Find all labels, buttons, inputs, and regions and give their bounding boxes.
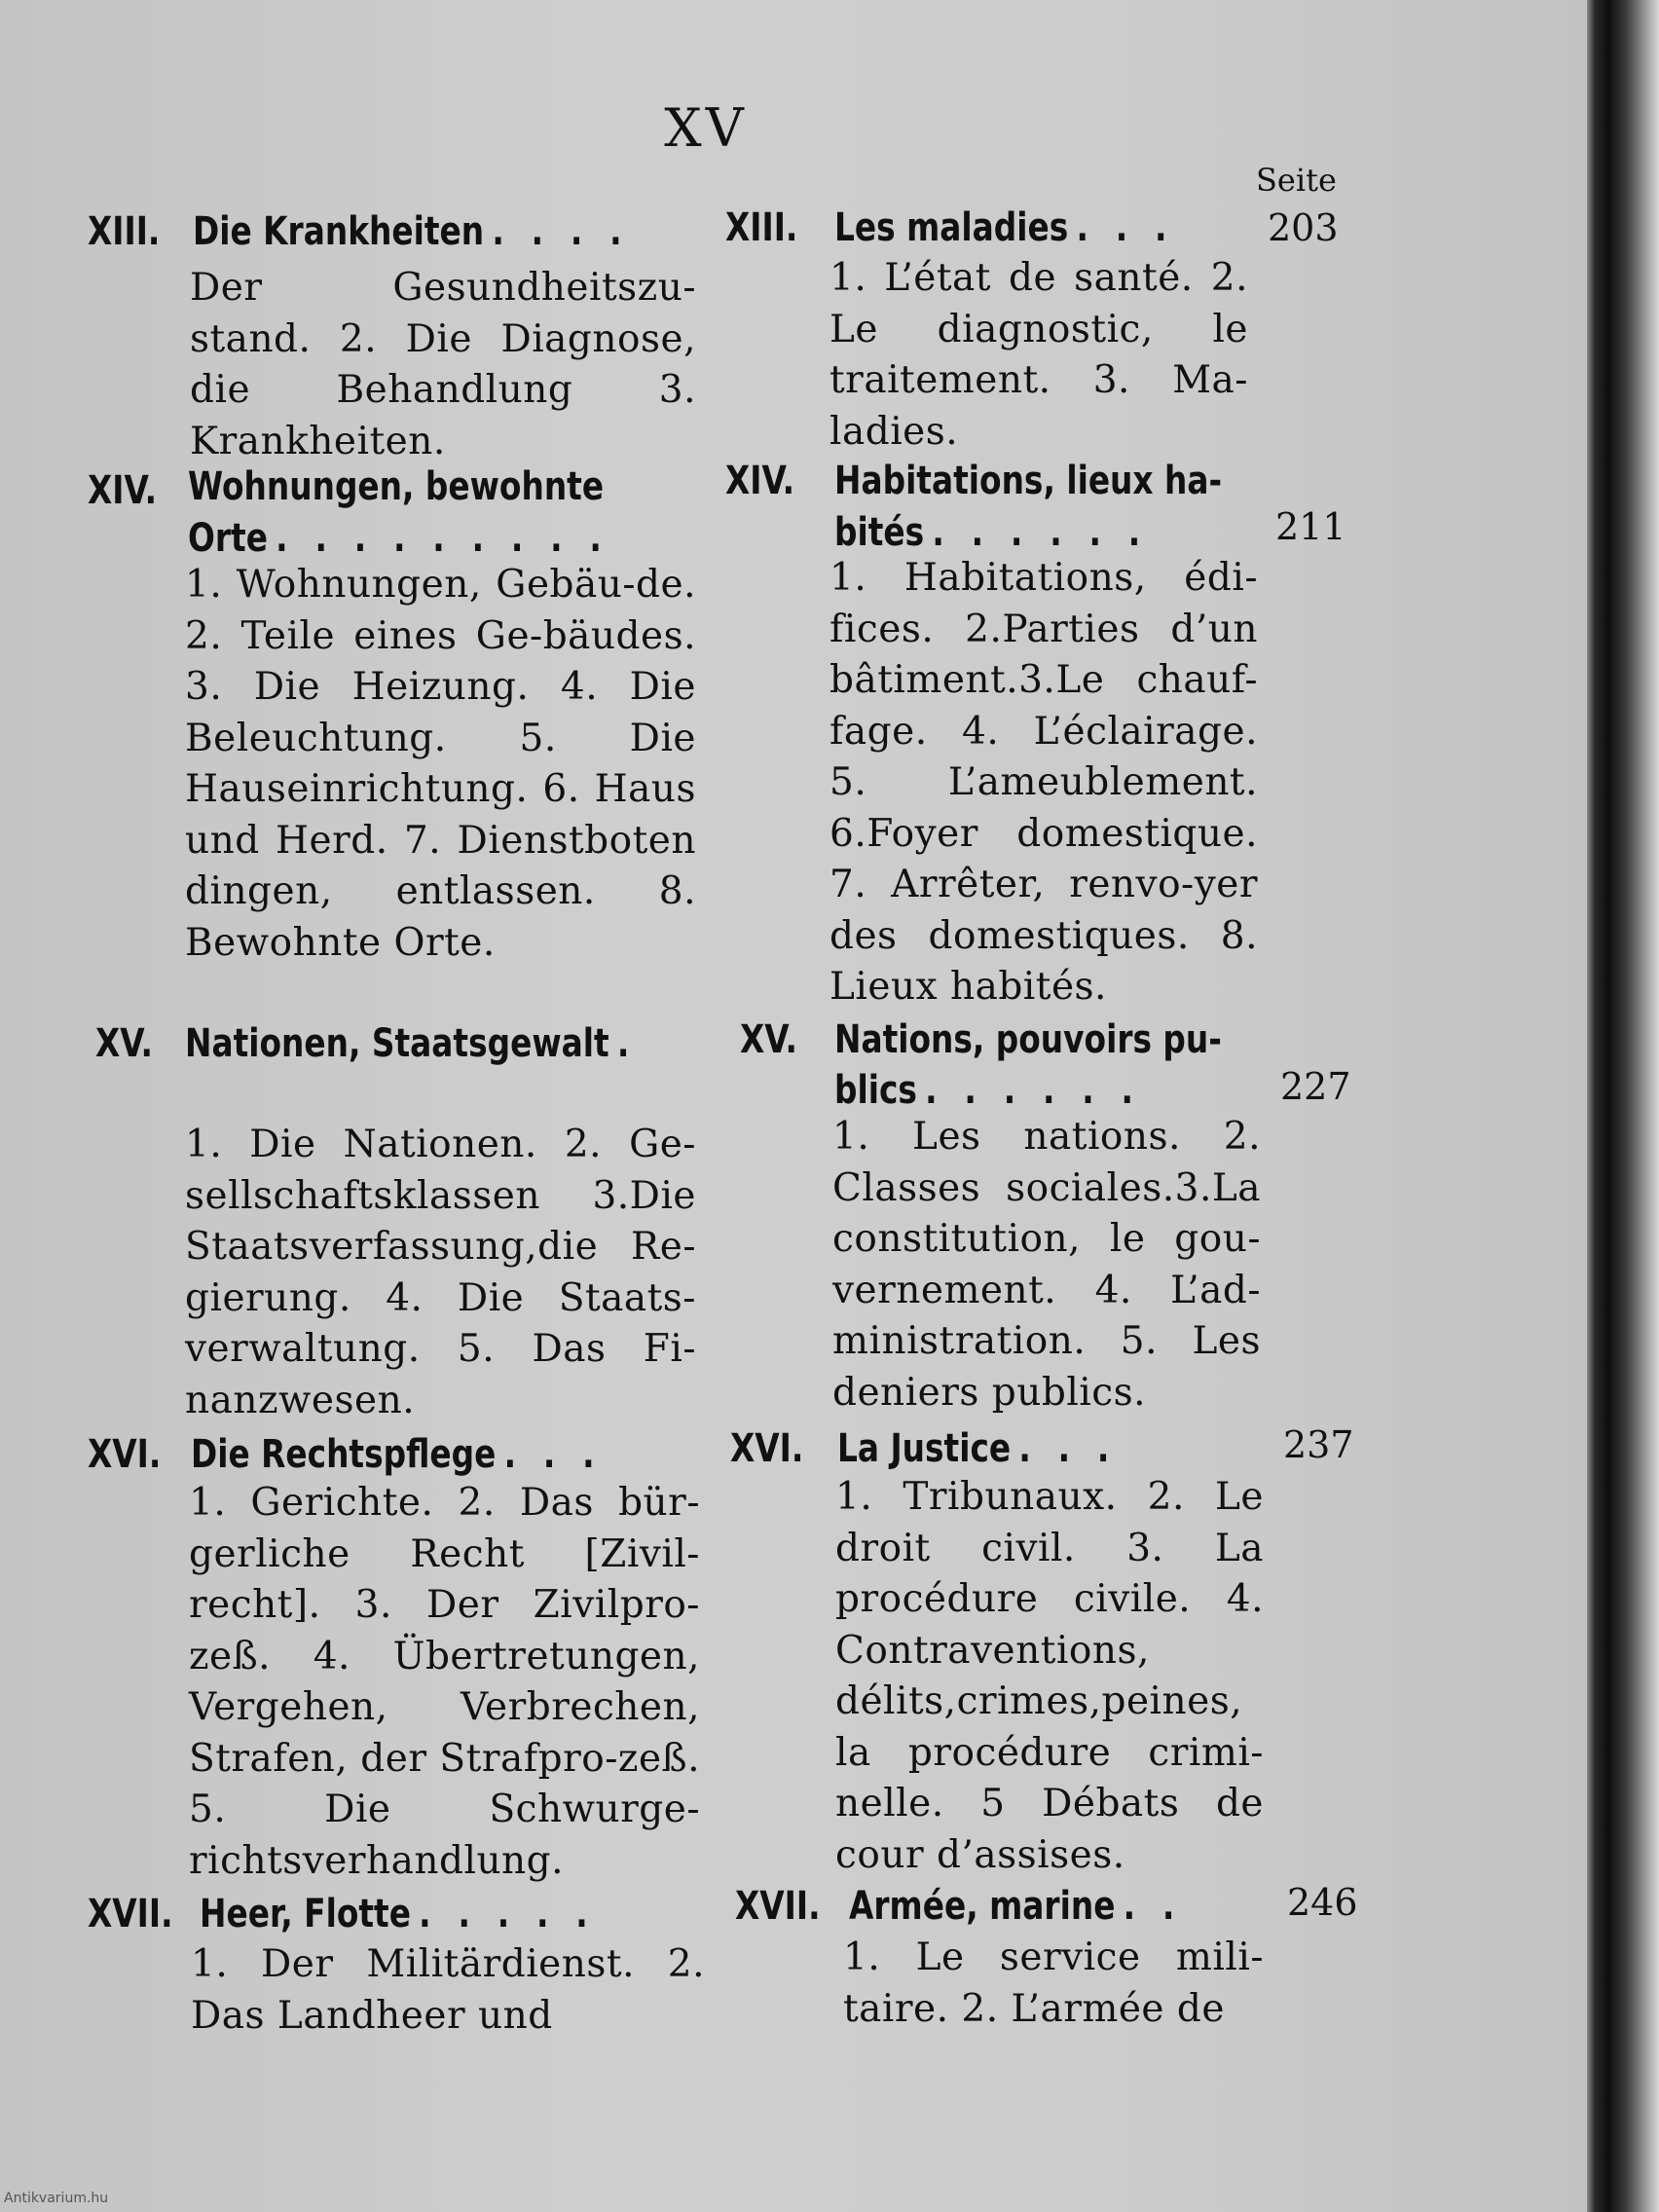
watermark: Antikvarium.hu [4,2191,109,2206]
page-reference: 246 [1287,1881,1358,1924]
section-title-de [185,1018,638,1069]
title-text: Orte [188,516,268,561]
section-body-de: 1. Der Militärdienst. 2. Das Landheer und [191,1942,705,2038]
dot-leader: . . . [1076,205,1175,250]
section-body-de: 1. Gerichte. 2. Das bür-gerliche Recht [Zivil-recht]. 3. Der Zivilpro-zeß. 4. Übertretungen, Vergehen, Verbrechen, Strafen, der Strafpro-zeß. 5. Die Schwurge-richtsverhandlung. [189,1481,700,1883]
section-body-fr: 1. Le service mili-taire. 2. L’armée de [843,1936,1264,2031]
dot-leader: . [616,1021,638,1066]
section-numeral-de: XV. [95,1021,153,1066]
section-body-de: Der Gesundheitszu-stand. 2. Die Diagnose, die Behandlung 3. Krankheiten. [190,266,696,463]
dot-leader: . . . [1018,1426,1118,1471]
section-numeral-de: XVII. [88,1892,173,1936]
title-text: Die Krankheiten [193,209,485,254]
section-numeral-fr: XIV. [725,459,795,503]
section-title-fr-cont [834,1065,1198,1116]
page-reference: 203 [1268,206,1339,249]
section-title-fr: Habitations, lieux ha- [834,459,1223,503]
section-body-de: 1. Die Nationen. 2. Ge-sellschaftsklassen 3.Die Staatsverfassung,die Re-gierung. 4. Die Staats-verwaltung. 5. Das Fi-nanzwesen. [185,1123,696,1422]
section-title-fr [849,1881,1200,1932]
title-text: La Justice [837,1426,1012,1471]
title-text: blics [834,1068,917,1113]
page-reference: 227 [1280,1065,1351,1108]
dot-leader: . . . . . [419,1892,596,1936]
section-title-de-cont [188,513,615,564]
title-text: Nationen, Staatsgewalt [185,1021,609,1066]
section-numeral-fr: XVII. [735,1884,821,1929]
title-text: bités [834,510,925,555]
book-spine-edge [1587,0,1659,2212]
section-numeral-fr: XV. [740,1017,797,1062]
title-text: Heer, Flotte [200,1892,411,1936]
page-reference: 237 [1283,1423,1354,1466]
page-header: XV [664,97,748,159]
section-body-fr: 1. L’état de santé. 2. Le diagnostic, le traitement. 3. Ma-ladies. [830,256,1248,454]
dot-leader: . . . . . . [932,510,1149,555]
section-title-fr-cont [834,507,1198,558]
section-body-fr: 1. Habitations, édi-fices. 2.Parties d’un bâtiment.3.Le chauf-fage. 4. L’éclairage. 5. L’ameublement. 6.Foyer domestique. 7. Arrêter, renvo-yer des domestiques. 8. Lieux habités. [830,556,1258,1009]
title-text: Les maladies [834,205,1069,250]
section-title-de [191,1429,618,1480]
section-body-fr: 1. Les nations. 2. Classes sociales.3.La constitution, le gou-vernement. 4. L’ad-ministration. 5. Les deniers publics. [832,1115,1261,1415]
section-numeral-de: XIII. [88,209,161,254]
section-title-de [193,206,630,257]
dot-leader: . . . . . . . . . [276,516,610,561]
section-title-fr [834,203,1198,253]
section-numeral-fr: XIII. [725,205,798,250]
section-title-fr: Nations, pouvoirs pu- [834,1017,1222,1062]
section-numeral-de: XIV. [88,468,158,513]
section-title-de: Wohnungen, bewohnte [188,464,605,509]
dot-leader: . . . . . . [925,1068,1142,1113]
seite-label: Seite [1256,162,1337,199]
section-title-de [200,1889,619,1939]
section-numeral-fr: XVI. [730,1426,804,1471]
dot-leader: . . . . [492,209,630,254]
page-reference: 211 [1275,505,1346,548]
title-text: Die Rechtspflege [191,1432,497,1477]
title-text: Armée, marine [849,1884,1116,1929]
section-body-de: 1. Wohnungen, Gebäu-de. 2. Teile eines Ge-bäudes. 3. Die Heizung. 4. Die Beleuchtung. 5. Die Hauseinrichtung. 6. Haus und Herd. 7. Dienstboten dingen, entlassen. 8. Bewohnte Orte. [185,563,696,965]
dot-leader: . . [1123,1884,1183,1929]
dot-leader: . . . [503,1432,603,1477]
section-body-fr: 1. Tribunaux. 2. Le droit civil. 3. La procédure civile. 4. Contraventions, délits,crimes,peines, la procédure crimi-nelle. 5 Débats de cour d’assises. [835,1475,1264,1877]
section-title-fr [837,1423,1197,1474]
section-numeral-de: XVI. [88,1432,162,1477]
